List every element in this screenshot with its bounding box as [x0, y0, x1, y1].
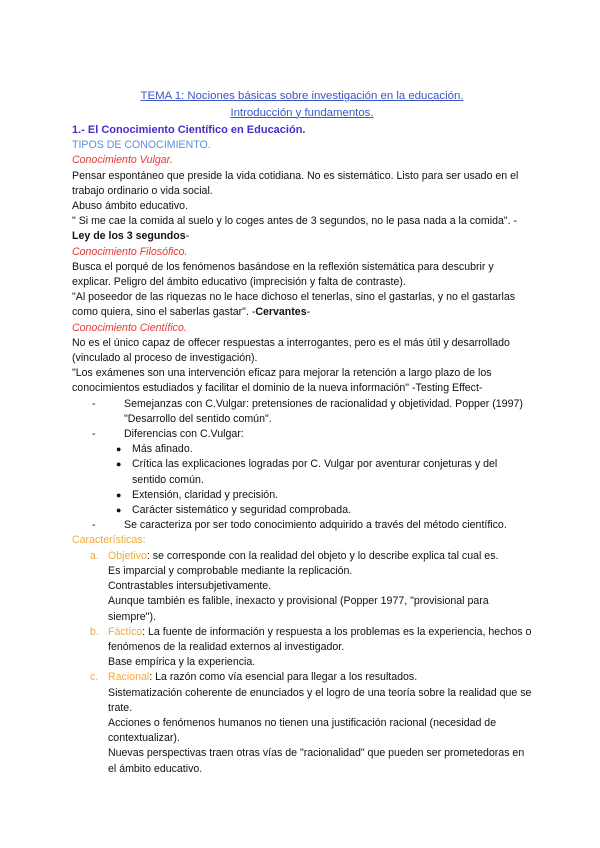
filosofico-quote-end: -: [306, 306, 311, 319]
caracteristica-first-line: [108, 670, 532, 685]
vulgar-quote: [72, 214, 532, 244]
list-item: [72, 549, 532, 625]
caracteristica-line: Acciones o fenómenos humanos no tienen una justificación racional (necesidad de contextualizar).: [108, 716, 497, 745]
list-letter: a.: [90, 549, 99, 562]
title-line-2: Introducción y fundamentos.: [230, 106, 374, 119]
caracteristica-line: Nuevas perspectivas traen otras vías de "racionalidad" que pueden ser prometedoras en el ámbito educativo.: [108, 747, 525, 775]
list-letter: c.: [90, 671, 99, 684]
vulgar-quote-author: Ley de los 3 segundos: [72, 230, 186, 243]
filosofico-text: Busca el porqué de los fenómenos basándose en la reflexión sistemática para descubrir y explicar. Peligro del ámbito educativo (imprecisión y falta de contraste).: [72, 260, 494, 289]
vulgar-label: Conocimiento Vulgar.: [72, 154, 173, 167]
caracteristica-keyword: Fáctico: [108, 625, 143, 638]
caracteristica-keyword: Objetivo: [108, 549, 147, 562]
filosofico-label: Conocimiento Filosófico.: [72, 245, 188, 258]
dash-item-text: Se caracteriza por ser todo conocimiento adquirido a través del método científico.: [124, 519, 507, 532]
list-item: [116, 457, 532, 487]
dash-marker: -: [92, 428, 96, 441]
bullet-text: Carácter sistemático y seguridad comprobada.: [132, 504, 352, 517]
cientifico-text: No es el único capaz de offecer respuestas a interrogantes, pero es el más útil y desarrollado (vinculado al proceso de investigación).: [72, 336, 510, 365]
bullet-text: Más afinado.: [132, 443, 193, 456]
caracteristica-line: : La fuente de información y respuesta a los problemas es la experiencia, hechos o fenómenos de la realidad externos al investigador.: [108, 625, 532, 653]
caracteristica-line: Es imparcial y comprobable mediante la replicación.: [108, 564, 353, 577]
list-letter: b.: [90, 625, 99, 638]
cientifico-dash-list: [72, 397, 532, 534]
caracteristicas-heading: Características:: [72, 534, 146, 547]
caracteristica-line: Aunque también es falible, inexacto y provisional (Popper 1977, "provisional para siempre").: [108, 595, 489, 623]
dash-item-text: Semejanzas con C.Vulgar: pretensiones de racionalidad y objetividad. Popper (1997) "Desarrollo del sentido común".: [124, 397, 523, 425]
caracteristica-keyword: Racional: [108, 671, 150, 684]
list-item: [72, 625, 532, 671]
bullet-text: Extensión, claridad y precisión.: [132, 488, 279, 501]
cientifico-label: Conocimiento Científico.: [72, 321, 187, 334]
dash-marker: -: [92, 519, 96, 532]
vulgar-quote-end: -: [185, 230, 190, 243]
caracteristica-first-line: [108, 625, 532, 655]
section-subheading: TIPOS DE CONOCIMIENTO.: [72, 139, 211, 152]
list-item: [72, 518, 532, 533]
list-item: [72, 397, 532, 427]
list-item: [116, 442, 532, 457]
caracteristica-line: : La razón como vía esencial para llegar a los resultados.: [149, 671, 418, 684]
bullet-icon: ●: [116, 505, 122, 516]
vulgar-abuse: Abuso ámbito educativo.: [72, 200, 189, 213]
title-line-1: TEMA 1: Nociones básicas sobre investigación en la educación.: [140, 90, 464, 102]
dash-marker: -: [92, 397, 96, 410]
caracteristica-line: Sistematización coherente de enunciados y el logro de una teoría sobre la realidad que se trate.: [108, 686, 532, 714]
page-title: [72, 88, 532, 121]
list-item: [116, 503, 532, 518]
bullet-text: Crítica las explicaciones logradas por C. Vulgar por aventurar conjeturas y del sentido común.: [132, 458, 498, 486]
filosofico-quote: [72, 290, 532, 320]
caracteristicas-list: [72, 549, 532, 777]
vulgar-quote-text: " Si me cae la comida al suelo y lo coges antes de 3 segundos, no le pasa nada a la comida". -: [72, 215, 518, 228]
list-item: [116, 488, 532, 503]
caracteristica-line: Contrastables intersubjetivamente.: [108, 580, 272, 593]
bullet-icon: ●: [116, 459, 122, 470]
filosofico-quote-text: "Al poseedor de las riquezas no le hace dichoso el tenerlas, sino el gastarlas, y no el gastarlas como quiera, sino el saberlas gastar". -: [72, 291, 516, 319]
caracteristica-line: : se corresponde con la realidad del objeto y lo describe explica tal cual es.: [146, 549, 499, 562]
vulgar-text: Pensar espontáneo que preside la vida cotidiana. No es sistemático. Listo para ser usado en el trabajo ordinario o vida social.: [72, 169, 519, 197]
dash-item-text: Diferencias con C.Vulgar:: [124, 428, 244, 441]
list-item: [72, 670, 532, 776]
filosofico-quote-author: Cervantes: [255, 306, 307, 319]
list-item: [72, 427, 532, 518]
bullet-icon: ●: [116, 489, 122, 500]
caracteristica-first-line: [108, 549, 532, 564]
caracteristica-line: Base empírica y la experiencia.: [108, 656, 256, 669]
section-heading: 1.- El Conocimiento Científico en Educación.: [72, 124, 306, 136]
document-content: [72, 88, 532, 777]
differences-bullet-list: [72, 442, 532, 518]
cientifico-quote: "Los exámenes son una intervención eficaz para mejorar la retención a largo plazo de los conocimientos estudiados y facilitar el dominio de la nueva información" -Testing Effect-: [72, 367, 492, 395]
bullet-icon: ●: [116, 444, 122, 455]
